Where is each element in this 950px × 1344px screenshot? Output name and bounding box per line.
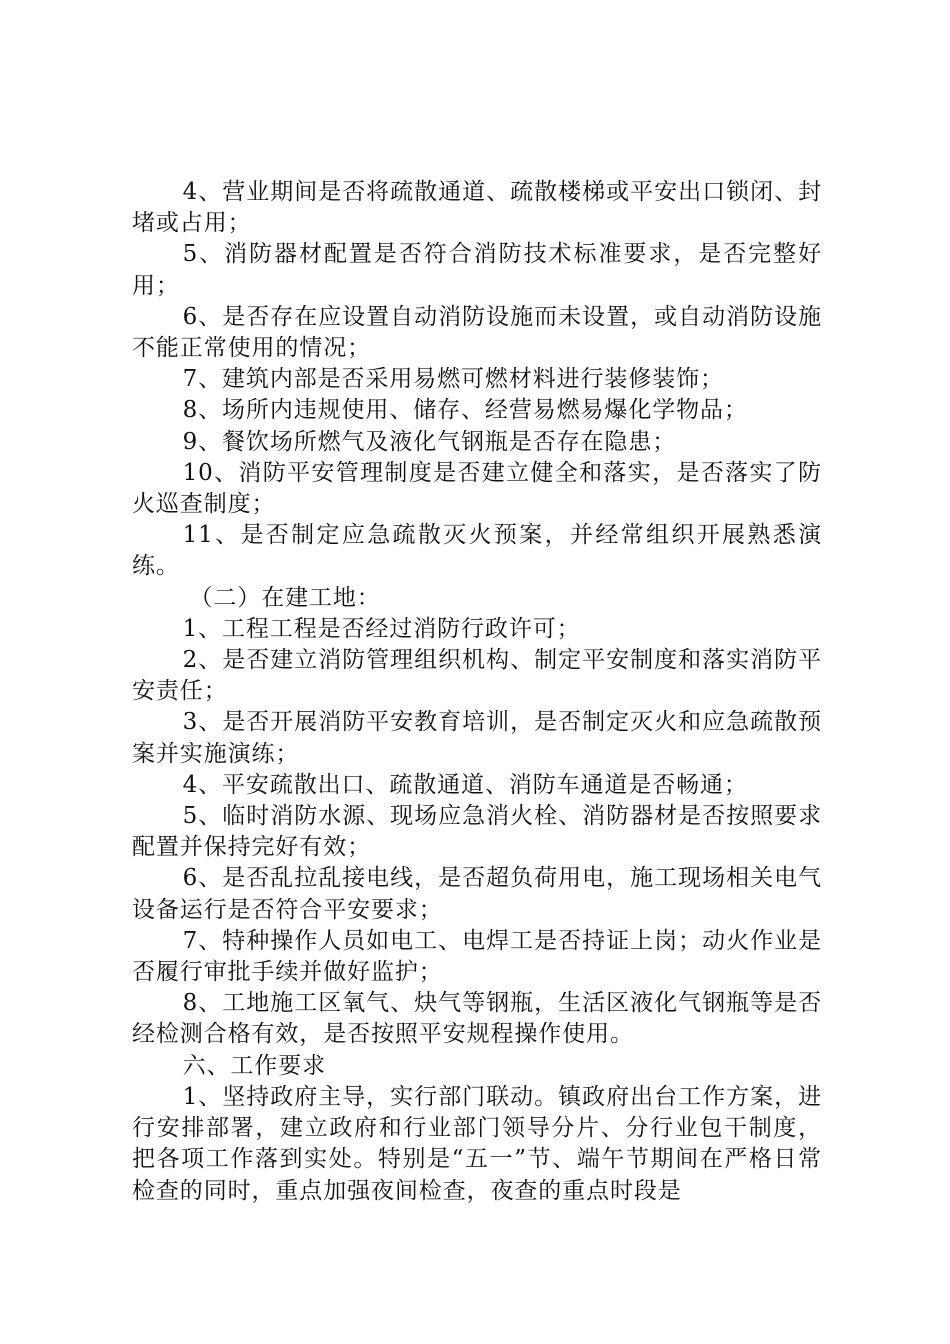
paragraph-site-item-2: 2、是否建立消防管理组织机构、制定平安制度和落实消防平安责任； <box>132 647 822 705</box>
paragraph-item-11-drills: 11、是否制定应急疏散灭火预案，并经常组织开展熟悉演练。 <box>132 522 822 580</box>
paragraph-site-item-5: 5、临时消防水源、现场应急消火栓、消防器材是否按照要求配置并保持完好有效； <box>132 803 822 861</box>
paragraph-item-10-management: 10、消防平安管理制度是否建立健全和落实，是否落实了防火巡查制度； <box>132 459 822 518</box>
paragraph-site-item-4: 4、平安疏散出口、疏散通道、消防车通道是否畅通； <box>182 771 748 798</box>
section-heading-work-requirements: 六、工作要求 <box>182 1052 326 1079</box>
paragraph-site-item-7: 7、特种操作人员如电工、电焊工是否持证上岗；动火作业是否履行审批手续并做好监护； <box>132 927 822 986</box>
paragraph-item-9-gas: 9、餐饮场所燃气及液化气钢瓶是否存在隐患； <box>182 428 677 455</box>
paragraph-item-6-auto-facilities: 6、是否存在应设置自动消防设施而未设置，或自动消防设施不能正常使用的情况； <box>132 303 822 362</box>
paragraph-site-item-1: 1、工程工程是否经过消防行政许可； <box>182 615 581 642</box>
paragraph-site-item-6: 6、是否乱拉乱接电线，是否超负荷用电，施工现场相关电气设备运行是否符合平安要求； <box>132 865 822 923</box>
paragraph-requirement-1: 1、坚持政府主导，实行部门联动。镇政府出台工作方案，进行安排部署，建立政府和行业部门领导分片、分行业包干制度，把各项工作落到实处。特别是“五一”节、端午节期间在严格日常检查的同时，重点加强夜间检查，夜查的重点时段是 <box>132 1083 822 1204</box>
paragraph-item-8-chemicals: 8、场所内违规使用、储存、经营易燃易爆化学物品； <box>182 397 748 424</box>
document-body <box>132 177 822 1207</box>
section-heading-construction-sites: （二）在建工地： <box>189 584 381 611</box>
paragraph-item-5-equipment: 5、消防器材配置是否符合消防技术标准要求，是否完整好用； <box>132 241 822 299</box>
paragraph-site-item-8: 8、工地施工区氧气、炔气等钢瓶，生活区液化气钢瓶等是否经检测合格有效，是否按照平安规程操作使用。 <box>132 990 822 1048</box>
paragraph-item-4-exits: 4、营业期间是否将疏散通道、疏散楼梯或平安出口锁闭、封堵或占用； <box>132 179 822 237</box>
paragraph-item-7-decoration: 7、建筑内部是否采用易燃可燃材料进行装修装饰； <box>182 366 724 393</box>
paragraph-site-item-3: 3、是否开展消防平安教育培训，是否制定灭火和应急疏散预案并实施演练； <box>132 709 822 767</box>
